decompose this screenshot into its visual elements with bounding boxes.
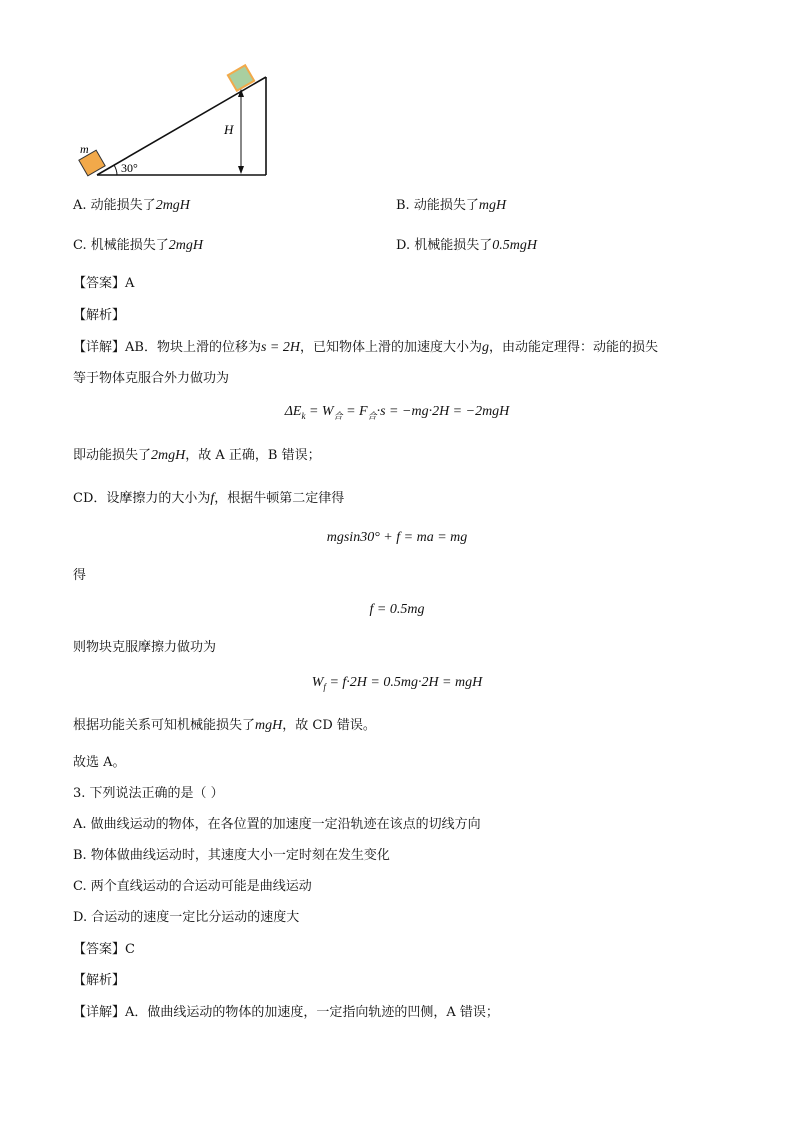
q2-detail-line4: CD．设摩擦力的大小为f，根据牛顿第二定律得 <box>73 491 345 506</box>
q3-option-c: C. 两个直线运动的合运动可能是曲线运动 <box>73 879 312 894</box>
q2-detail-line1: 【详解】AB．物块上滑的位移为s = 2H，已知物体上滑的加速度大小为g，由动能定理得：动能的损失 <box>73 340 659 355</box>
height-label: H <box>224 122 234 137</box>
height-arrow-head-bottom <box>238 166 244 174</box>
q2-option-a: A. 动能损失了2mgH <box>73 198 190 213</box>
q2-detail-line2: 等于物体克服合外力做功为 <box>73 371 230 386</box>
q3-stem: 3. 下列说法正确的是（ ） <box>73 786 224 801</box>
q2-equation-3: f = 0.5mg <box>369 602 425 617</box>
q2-equation-4: $W_f = f\cdot 2H = 0.5mg\cdot 2H$ = mgH <box>311 675 483 692</box>
q2-conclusion: 故选 A。 <box>73 755 126 770</box>
q2-detail-line5: 则物块克服摩擦力做功为 <box>73 640 217 655</box>
q2-detail-line6: 根据功能关系可知机械能损失了mgH，故 CD 错误。 <box>73 718 376 733</box>
q3-option-b: B. 物体做曲线运动时，其速度大小一定时刻在发生变化 <box>73 848 390 863</box>
q2-option-c: C. 机械能损失了2mgH <box>73 238 204 253</box>
q2-equation-1: $\Delta E_k = W_合 = F_合\cdot s = -mg\cdot 2H = -2mgH$ <box>284 404 510 421</box>
q2-option-b: B. 动能损失了mgH <box>396 198 507 213</box>
q3-answer: 【答案】C <box>73 942 135 957</box>
q2-option-d: D. 机械能损失了0.5mgH <box>396 238 537 253</box>
q3-detail: 【详解】A．做曲线运动的物体的加速度，一定指向轨迹的凹侧，A 错误； <box>73 1005 499 1020</box>
q2-equation-2: mgsin30° + f = ma = mg <box>326 530 468 545</box>
incline-figure <box>70 60 280 182</box>
q3-option-a: A. 做曲线运动的物体，在各位置的加速度一定沿轨迹在该点的切线方向 <box>73 817 481 832</box>
q2-de: 得 <box>73 568 87 583</box>
angle-arc <box>114 165 117 175</box>
angle-label: 30° <box>121 161 138 175</box>
q3-option-d: D. 合运动的速度一定比分运动的速度大 <box>73 910 300 925</box>
q2-answer: 【答案】A <box>73 276 135 291</box>
q3-analysis-tag: 【解析】 <box>73 973 126 988</box>
q2-analysis-tag: 【解析】 <box>73 308 126 323</box>
q2-detail-line3: 即动能损失了2mgH，故 A 正确，B 错误； <box>73 448 321 463</box>
mass-label: m <box>80 142 89 156</box>
